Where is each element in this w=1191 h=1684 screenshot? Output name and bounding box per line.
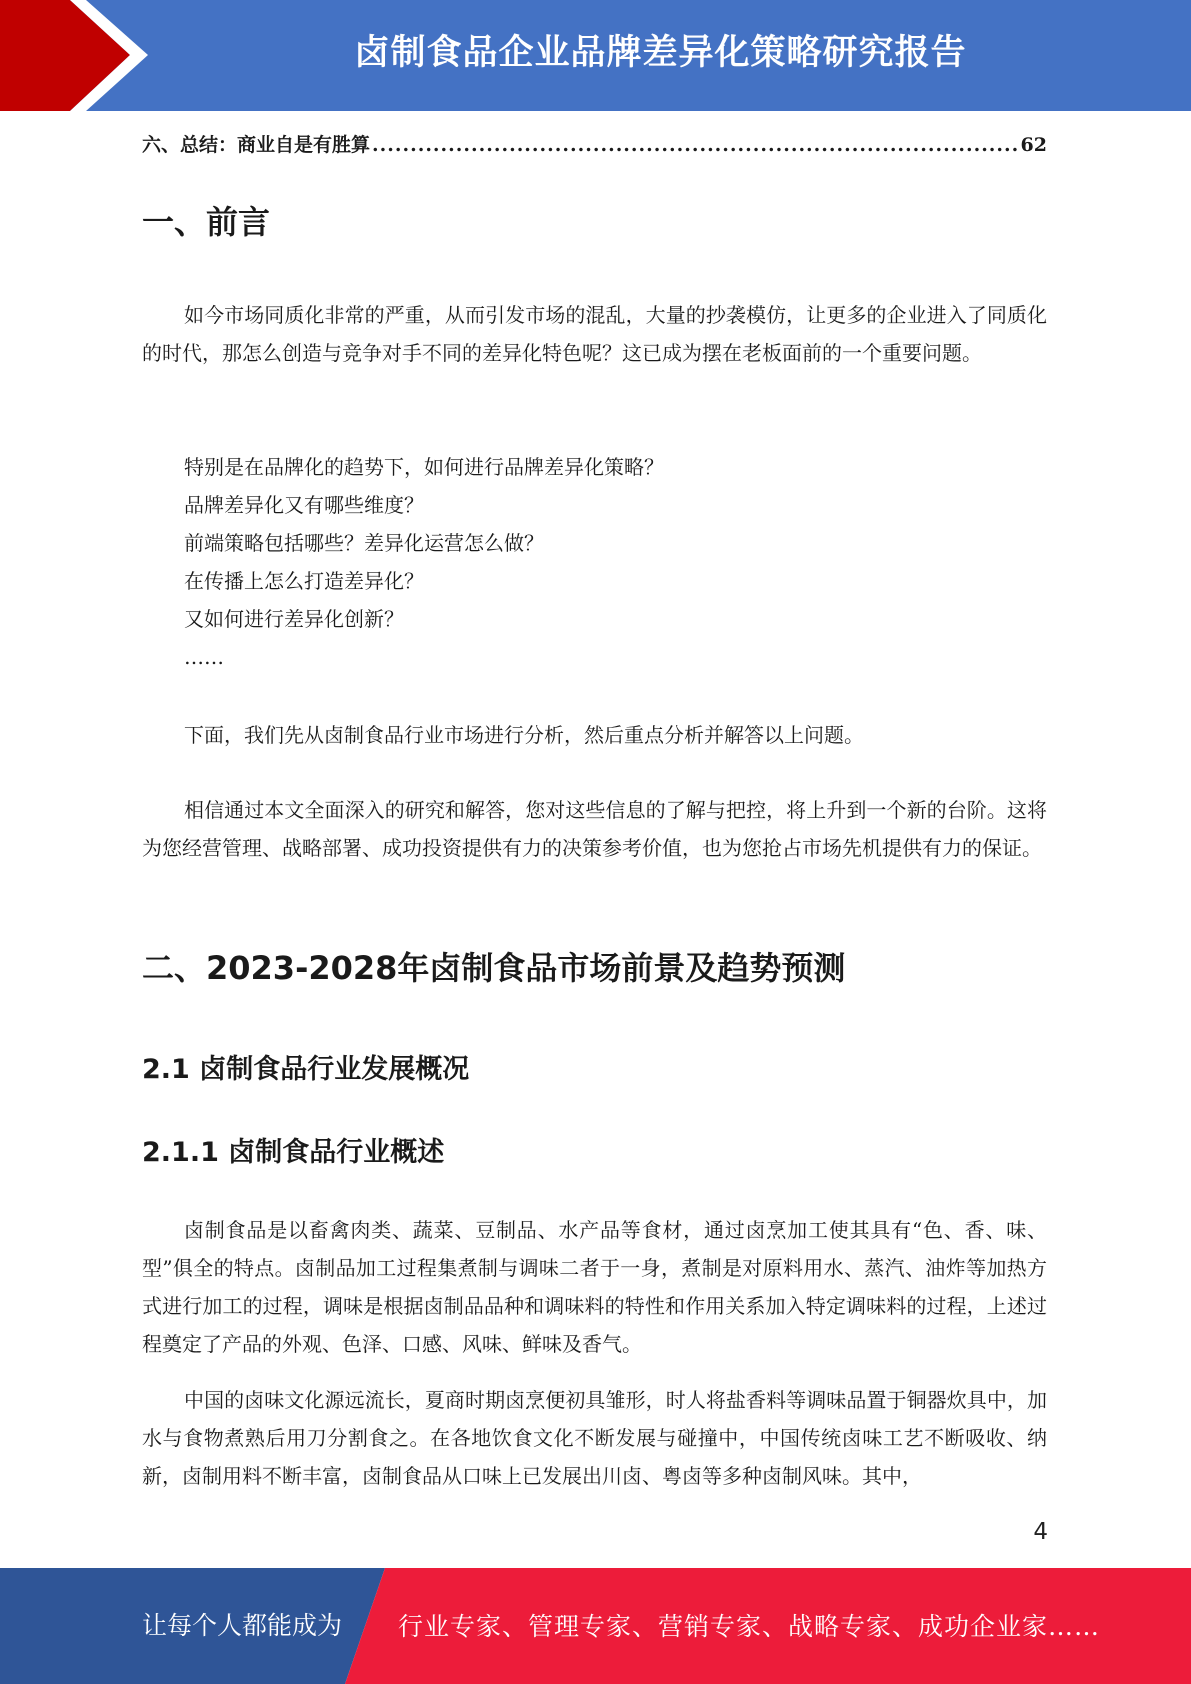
question-list <box>184 448 664 676</box>
page-number: 4 <box>1033 1519 1048 1545</box>
question-item: 前端策略包括哪些？差异化运营怎么做？ <box>184 531 544 555</box>
preface-paragraph-2: 下面，我们先从卤制食品行业市场进行分析，然后重点分析并解答以上问题。 <box>184 723 864 747</box>
toc-dot-leader <box>372 131 1019 159</box>
preface-heading: 一、前言 <box>142 203 271 241</box>
footer-slogan-left: 让每个人都能成为 <box>142 1611 343 1640</box>
subsection-heading-2-1: 2.1 卤制食品行业发展概况 <box>142 1054 470 1085</box>
subsection-heading-2-1-1: 2.1.1 卤制食品行业概述 <box>142 1137 445 1168</box>
report-title: 卤制食品企业品牌差异化策略研究报告 <box>354 33 967 73</box>
page-header <box>0 0 1191 111</box>
toc-entry-page: 62 <box>1020 134 1047 156</box>
overview-paragraph-1: 卤制食品是以畜禽肉类、蔬菜、豆制品、水产品等食材，通过卤烹加工使其具有“色、香、味、型”俱全的特点。卤制品加工过程集煮制与调味二者于一身，煮制是对原料用水、蒸汽、油炸等加热方式进行加工的过程，调味是根据卤制品品种和调味料的特性和作用关系加入特定调味料的过程，上述过程奠定了产品的外观、色泽、口感、风味、鲜味及香气。 <box>142 1218 1047 1356</box>
question-item: 品牌差异化又有哪些维度？ <box>184 493 424 517</box>
toc-entry-title: 六、总结：商业自是有胜算 <box>142 134 371 156</box>
page-footer <box>0 1568 1191 1684</box>
preface-paragraph-3: 相信通过本文全面深入的研究和解答，您对这些信息的了解与把控，将上升到一个新的台阶。这将为您经营管理、战略部署、成功投资提供有力的决策参考价值，也为您抢占市场先机提供有力的保证。 <box>142 798 1047 860</box>
preface-paragraph-1: 如今市场同质化非常的严重，从而引发市场的混乱，大量的抄袭模仿，让更多的企业进入了同质化的时代，那怎么创造与竞争对手不同的差异化特色呢？这已成为摆在老板面前的一个重要问题。 <box>142 303 1047 365</box>
question-ellipsis: …… <box>184 645 224 669</box>
question-item: 又如何进行差异化创新？ <box>184 607 404 631</box>
toc-entry[interactable] <box>142 131 1047 159</box>
footer-slogan-right: 行业专家、管理专家、营销专家、战略专家、成功企业家…… <box>398 1612 1101 1641</box>
market-section-heading: 二、2023-2028年卤制食品市场前景及趋势预测 <box>142 949 846 987</box>
header-arrow-decoration <box>0 0 160 111</box>
question-item: 在传播上怎么打造差异化？ <box>184 569 424 593</box>
question-item: 特别是在品牌化的趋势下，如何进行品牌差异化策略？ <box>184 455 664 479</box>
overview-paragraph-2: 中国的卤味文化源远流长，夏商时期卤烹便初具雏形，时人将盐香料等调味品置于铜器炊具中，加水与食物煮熟后用刀分割食之。在各地饮食文化不断发展与碰撞中，中国传统卤味工艺不断吸收、纳新，卤制用料不断丰富，卤制食品从口味上已发展出川卤、粤卤等多种卤制风味。其中， <box>142 1388 1047 1488</box>
